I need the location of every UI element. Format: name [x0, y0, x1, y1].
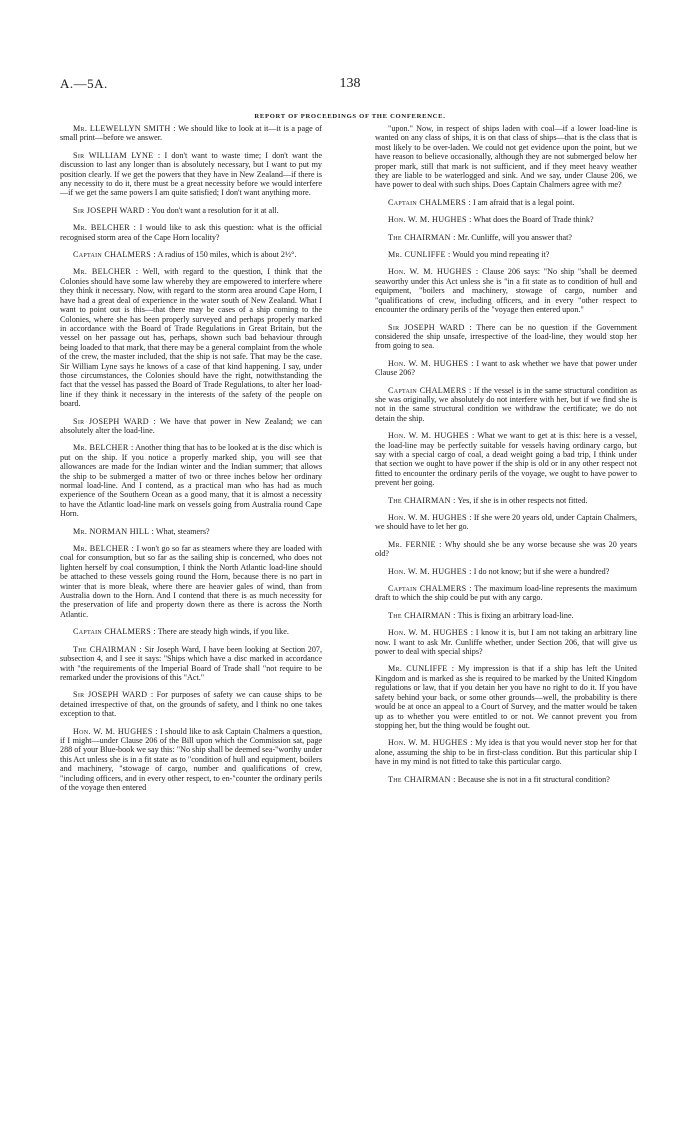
speaker-name: Mr. BELCHER :	[73, 267, 139, 277]
speech-paragraph	[375, 431, 637, 487]
speaker-name: Captain CHALMERS :	[388, 197, 471, 207]
speech-paragraph	[375, 540, 637, 559]
right-column	[375, 124, 637, 792]
speaker-name: Mr. BELCHER :	[73, 443, 134, 453]
speech-paragraph	[60, 223, 322, 242]
speaker-name: Sir JOSEPH WARD :	[73, 690, 154, 700]
speaker-name: Hon. W. M. HUGHES :	[388, 513, 472, 522]
speech-text: What, steamers?	[154, 526, 210, 536]
speech-text: I would like to ask this question: what is the official recognised storm area of the Cape Horn locality?	[60, 223, 322, 242]
speaker-name: Hon. W. M. HUGHES :	[73, 726, 158, 736]
speech-paragraph	[375, 267, 637, 314]
speech-text: If she were 20 years old, under Captain Chalmers, we should have to let her go.	[375, 513, 637, 532]
speaker-name: The CHAIRMAN :	[388, 610, 456, 620]
speaker-name: Mr. NORMAN HILL :	[73, 526, 155, 536]
speech-paragraph	[375, 664, 637, 730]
speech-text: The maximum load-line represents the maximum draft to which the ship could be put with any cargo.	[375, 584, 638, 603]
speech-text: You don't want a resolution for it at all.	[149, 205, 279, 215]
speech-paragraph	[60, 151, 322, 198]
speaker-name: Captain CHALMERS :	[388, 584, 472, 594]
speech-text: There are steady high winds, if you like.	[155, 627, 289, 637]
speech-text: Sir Joseph Ward, I have been looking at Section 207, subsection 4, and I see it says: "Ships which have a disc marked in accordance with "the requirements of the Imperial Board of Trade shall "not require to be remarked under the provisions of this "Act."	[60, 644, 322, 682]
speaker-name: Sir WILLIAM LYNE :	[73, 150, 161, 160]
speech-text: We have that power in New Zealand; we can absolutely alter the load-line.	[60, 416, 322, 435]
speech-paragraph	[375, 386, 637, 424]
speech-paragraph	[375, 233, 637, 242]
running-title: REPORT OF PROCEEDINGS OF THE CONFERENCE.	[254, 113, 446, 120]
speech-text: For purposes of safety we can cause ships to be detained irrespective of that, on the grounds of safety, and I think no one takes exception to that.	[60, 690, 322, 719]
speech-text: A radius of 150 miles, which is about 2½°.	[155, 250, 297, 260]
speaker-name: The CHAIRMAN :	[388, 495, 456, 505]
speech-text: Well, with regard to the question, I think that the Colonies should have some law whereby they are empowered to interfere where they think it necessary. Now, with regard to the storm area around Cape Horn, I have had a great deal of experience in the water south of New Zealand. What I want to point out is this—that there may be cases of a ship coming to the Colonies, where she has been properly surveyed and perhaps properly marked in accordance with the Board of Trade Regulations in Great Britain, but the vessel on her passage out has, perhaps, shown such bad behaviour through being loaded to that mark, that there may be a general complaint from the whole of the crew, the master included, that the ship is not safe. That may be the case. Sir William Lyne says he knows of a case of that kind happening. I say, under those circumstances, the Colonies should have the right, notwithstanding the fact that the vessel has passed the Board of Trade Regulations, to alter her load-line if they think it necessary in the interests of the safety of the people on board.	[60, 267, 322, 409]
page-number: 138	[339, 76, 361, 91]
speaker-name: Sir JOSEPH WARD :	[73, 416, 156, 426]
speech-paragraph	[375, 496, 637, 505]
speech-text: I want to ask whether we have that power under Clause 206?	[375, 358, 637, 378]
speech-text: Because she is not in a fit structural condition?	[455, 774, 610, 784]
speech-paragraph	[60, 124, 322, 143]
speech-paragraph	[60, 443, 322, 518]
speaker-name: The CHAIRMAN :	[73, 644, 142, 654]
speech-paragraph	[375, 215, 637, 224]
speaker-name: Mr. BELCHER :	[73, 544, 135, 554]
speaker-name: Mr. BELCHER :	[73, 223, 137, 233]
speaker-name: Hon. W. M. HUGHES :	[388, 267, 479, 277]
speech-paragraph	[60, 206, 322, 215]
speaker-name: Sir JOSEPH WARD :	[388, 322, 473, 332]
speaker-name: Mr. CUNLIFFE :	[388, 664, 455, 674]
speech-paragraph	[60, 527, 322, 536]
speech-paragraph	[375, 738, 637, 766]
speaker-name: Hon. W. M. HUGHES :	[388, 358, 474, 368]
speech-text: What does the Board of Trade think?	[471, 215, 594, 225]
speaker-name: Hon. W. M. HUGHES :	[388, 431, 475, 441]
speaker-name: Mr. LLEWELLYN SMITH :	[73, 124, 176, 133]
speaker-name: The CHAIRMAN :	[388, 232, 456, 242]
speech-text: Why should she be any worse because she was 20 years old?	[375, 539, 637, 559]
speaker-name: Hon. W. M. HUGHES :	[388, 738, 473, 748]
speech-text: My idea is that you would never stop her for that alone, assuming the ship to be in first-class condition. But this particular ship I have in my mind is not fitted to take this particular cargo.	[375, 738, 637, 767]
speech-text: Clause 206 says: "No ship "shall be deemed seaworthy under this Act unless she is "in a fit state as to condition of hull and equipment, "boilers and machinery, stowage of cargo, number and "qualifications of crew, including officers, and in every "other respect to encounter the ordinary perils of the "voyage then entered upon."	[375, 267, 637, 315]
speaker-name: Captain CHALMERS :	[73, 250, 156, 260]
speech-paragraph	[60, 250, 322, 259]
speech-paragraph	[375, 611, 637, 620]
speaker-name: Mr. FERNIE :	[388, 539, 442, 549]
speech-text: If the vessel is in the same structural condition as she was originally, we absolutely do not interfere with her, but if we find she is not in the same structural condition we withdraw the certificate; we do not detain the ship.	[375, 385, 638, 423]
speaker-name: Hon. W. M. HUGHES :	[388, 215, 472, 225]
speech-paragraph	[60, 267, 322, 408]
speech-paragraph	[60, 727, 322, 793]
speech-text: My impression is that if a ship has left the United Kingdom and is marked as she is required to be marked by the United Kingdom regulations or law, that if you detain her you have no right to do it. If you have safety behind your back, or some other grounds—well, the probability is there would be at once an appeal to a Court of Survey, and the matter would be taken up as to whether you were entitled to or not. We cannot prevent you from stopping her, but the thing would be fought out.	[375, 664, 637, 730]
speech-paragraph	[375, 124, 637, 190]
speech-text: Mr. Cunliffe, will you answer that?	[455, 232, 573, 242]
speech-text: I do not know; but if she were a hundred?	[471, 566, 610, 576]
speaker-name: Hon. W. M. HUGHES :	[388, 628, 474, 638]
speech-paragraph	[375, 359, 637, 378]
speech-paragraph	[375, 250, 637, 259]
speech-paragraph	[375, 775, 637, 784]
speech-text: We should like to look at it—it is a page of small print—before we answer.	[60, 124, 322, 143]
speech-paragraph	[375, 513, 637, 532]
speech-paragraph	[375, 198, 637, 207]
speech-paragraph	[60, 417, 322, 436]
speaker-name: Captain CHALMERS :	[388, 385, 472, 395]
speaker-name: Captain CHALMERS :	[73, 627, 156, 637]
speech-paragraph	[375, 584, 637, 603]
speech-text: This is fixing an arbitrary load-line.	[455, 610, 574, 620]
speech-paragraph	[375, 323, 637, 351]
speaker-name: Mr. CUNLIFFE :	[388, 250, 451, 260]
speaker-name: Hon. W. M. HUGHES :	[388, 566, 472, 576]
speech-text: I should like to ask Captain Chalmers a question, if I might—under Clause 206 of the Bill upon which the Commission sat, page 288 of your Blue-book we say this: "No ship shall be deemed sea-"worthy under this Act unless she is in a fit state as to "condition of hull and equipment, boilers and machinery, "stowage of cargo, number and qualifications of crew, "including officers, and in every other respect, to en-"counter the ordinary perils of the voyage then entered	[60, 726, 322, 792]
speech-paragraph	[60, 690, 322, 718]
speaker-name: The CHAIRMAN :	[388, 774, 456, 784]
speech-paragraph	[375, 567, 637, 576]
page-reference: A.—5A.	[60, 76, 108, 91]
speech-text: Yes, if she is in other respects not fitted.	[455, 495, 588, 505]
speech-text: I won't go so far as steamers where they are loaded with coal for consumption, but so far as the sailing ship is concerned, who does not lighten herself by coal consumption, I think the North Atlantic load-line should be attached to these vessels going round the Horn, because there is no part in winter that is more bleak, where there are heavier gales of wind, than from Australia down to the Horn. And I contend that there is as much necessity for the preservation of life and property down there as there is across the North Atlantic.	[60, 544, 322, 619]
speech-paragraph	[60, 645, 322, 683]
speech-paragraph	[60, 627, 322, 636]
speech-text: What we want to get at is this: here is a vessel, the load-line may be perfectly suitable for vessels having ordinary cargo, but say with a special cargo of coal, a dead weight going a bad trip, I think under that section we ought to have power if the ship is old or in any other respect not fitted to encounter the ordinary perils of the voyage, we ought to have power to prevent her going.	[375, 431, 637, 488]
speaker-name: Sir JOSEPH WARD :	[73, 205, 150, 215]
speech-text: I don't want to waste time; I don't want the discussion to last any longer than is absolutely necessary, but I want to put my position clearly. If we get the powers that they have in New Zealand—if there is any necessity to do it, there must be a great necessity before we would interfere—if we get the same powers I am quite satisfied; I don't want anything more.	[60, 150, 322, 198]
speech-paragraph	[375, 628, 637, 656]
speech-paragraph	[60, 544, 322, 619]
speech-text: "upon." Now, in respect of ships laden with coal—if a lower load-line is wanted on any class of ships, it is on that class of ships—that is the class that is most likely to be over-laden. We could not get evidence upon the point, but we have reason to believe occasionally, although they are not submerged below her proper mark, still that mark is not sufficient, and if they meet heavy weather they are liable to be waterlogged and sink. And we say, under Clause 206, we have power to deal with such ships. Does Captain Chalmers agree with me?	[375, 124, 637, 190]
speech-text: Would you mind repeating it?	[450, 250, 550, 260]
left-column	[60, 124, 322, 800]
speech-text: I am afraid that is a legal point.	[470, 197, 575, 207]
speech-text: There can be no question if the Government considered the ship unsafe, irrespective of the load-line, they would stop her from going to sea.	[375, 322, 637, 351]
speech-text: I know it is, but I am not taking an arbitrary line now. I want to ask Mr. Cunliffe whether, under Section 206, that will give us power to deal with special ships?	[375, 628, 637, 657]
speech-text: Another thing that has to be looked at is the disc which is put on the ship. If you notice a properly marked ship, you will see that allowances are made for the Indian winter and the Indian summer; that allows the ship to be submerged a matter of two or three inches below her ordinary normal load-line. And I contend, as a practical man who has had as much experience of the Southern Ocean as a good many, that it is almost a necessity to have the Atlantic load-line mark on vessels going from Australia round Cape Horn.	[60, 443, 322, 519]
